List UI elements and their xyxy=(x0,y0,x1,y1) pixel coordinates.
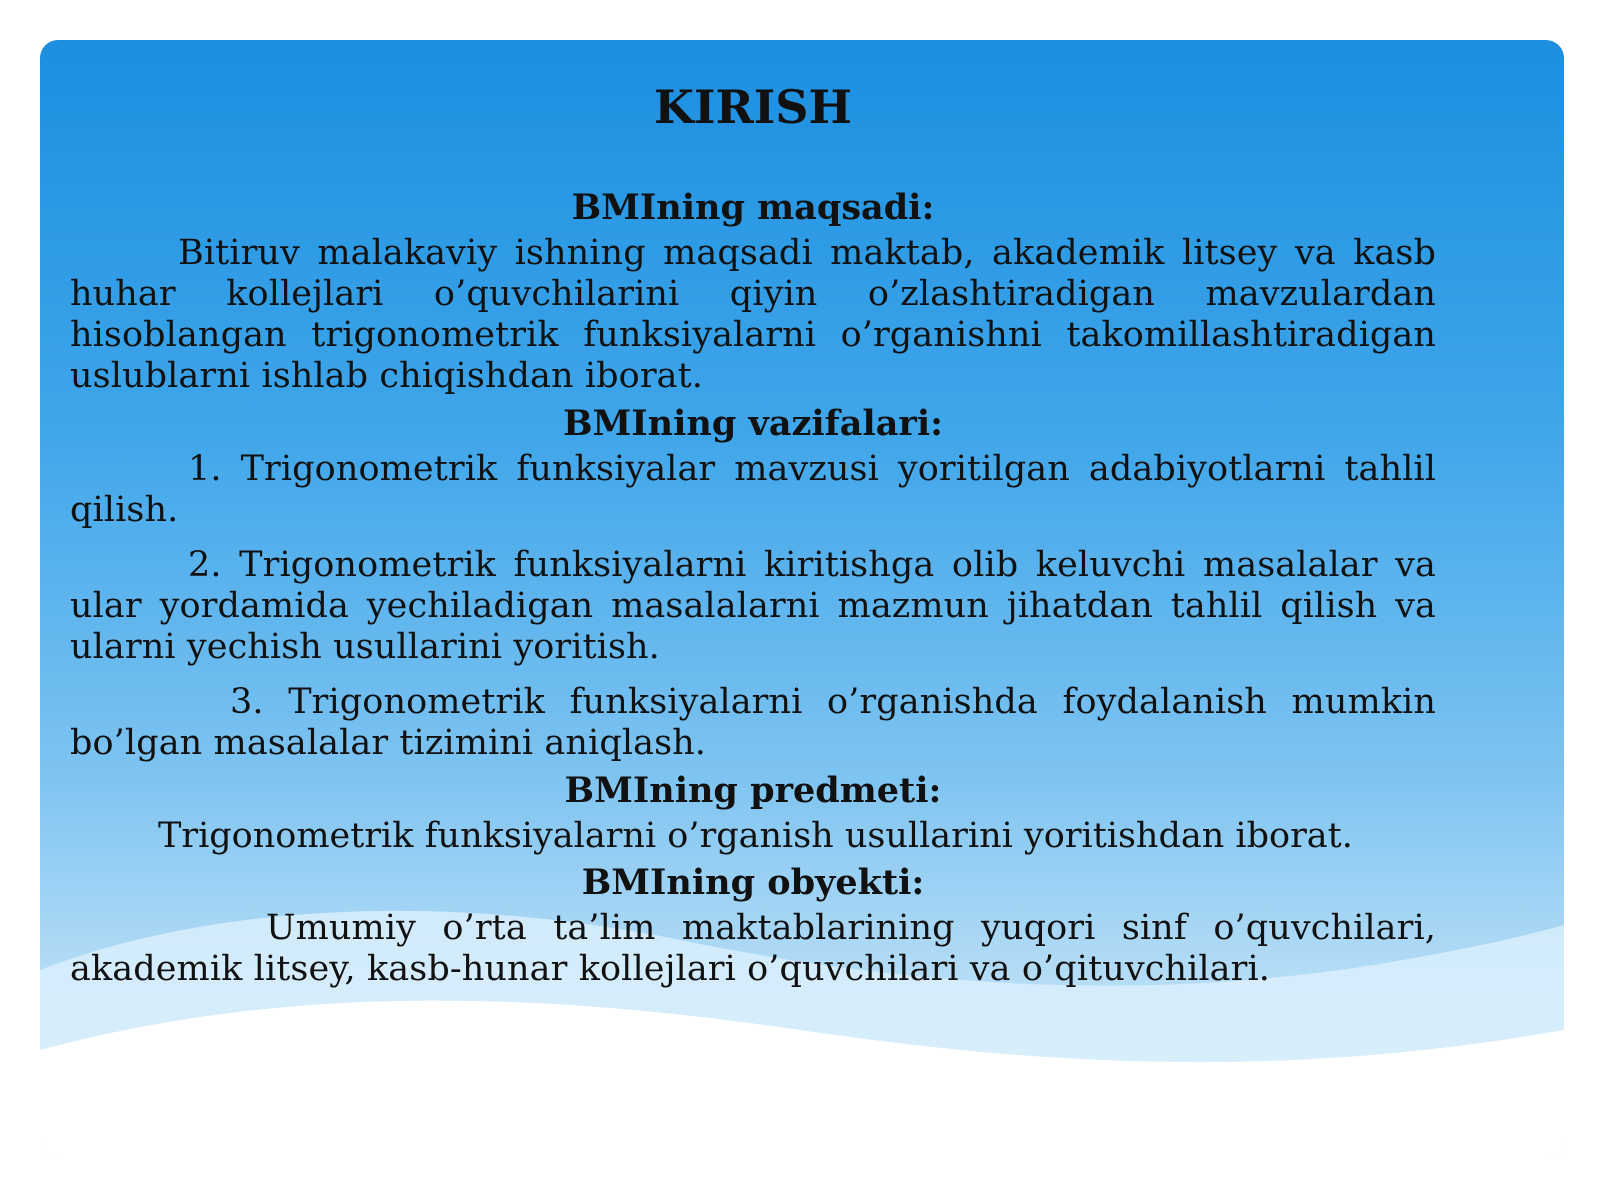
vazifa-item-2: 2. Trigonometrik funksiyalarni kiritishga olib keluvchi masalalar va ular yordamida yechiladigan masalalarni mazmun jihatdan tahlil qilish va ularni yechish usullarini yoritish. xyxy=(70,544,1436,667)
vazifa-item-3: 3. Trigonometrik funksiyalarni o’rganishda foydalanish mumkin bo’lgan masalalar tizimini aniqlash. xyxy=(70,681,1436,763)
vazifalar-heading: BMIning vazifalari: xyxy=(562,402,944,444)
slide-title: KIRISH xyxy=(654,80,852,134)
slide-content xyxy=(70,70,1436,996)
maqsad-heading: BMIning maqsadi: xyxy=(571,187,935,229)
vazifa-item-1: 1. Trigonometrik funksiyalar mavzusi yoritilgan adabiyotlarni tahlil qilish. xyxy=(70,448,1436,530)
predmet-text: Trigonometrik funksiyalarni o’rganish usullarini yoritishdan iborat. xyxy=(158,815,1353,856)
obyekt-text: Umumiy o’rta ta’lim maktablarining yuqori sinf o’quvchilari, akademik litsey, kasb-hunar kollejlari o’quvchilari va o’qituvchilari. xyxy=(70,908,1436,990)
maqsad-text: Bitiruv malakaviy ishning maqsadi maktab, akademik litsey va kasb huhar kollejlari o’quvchilarini qiyin o’zlashtiradigan mavzulardan hisoblangan trigonometrik funksiyalarni o’rganishni takomillashtiradigan uslublarni ishlab chiqishdan iborat. xyxy=(70,233,1436,396)
obyekt-heading: BMIning obyekti: xyxy=(581,862,925,904)
predmet-heading: BMIning predmeti: xyxy=(564,769,942,811)
